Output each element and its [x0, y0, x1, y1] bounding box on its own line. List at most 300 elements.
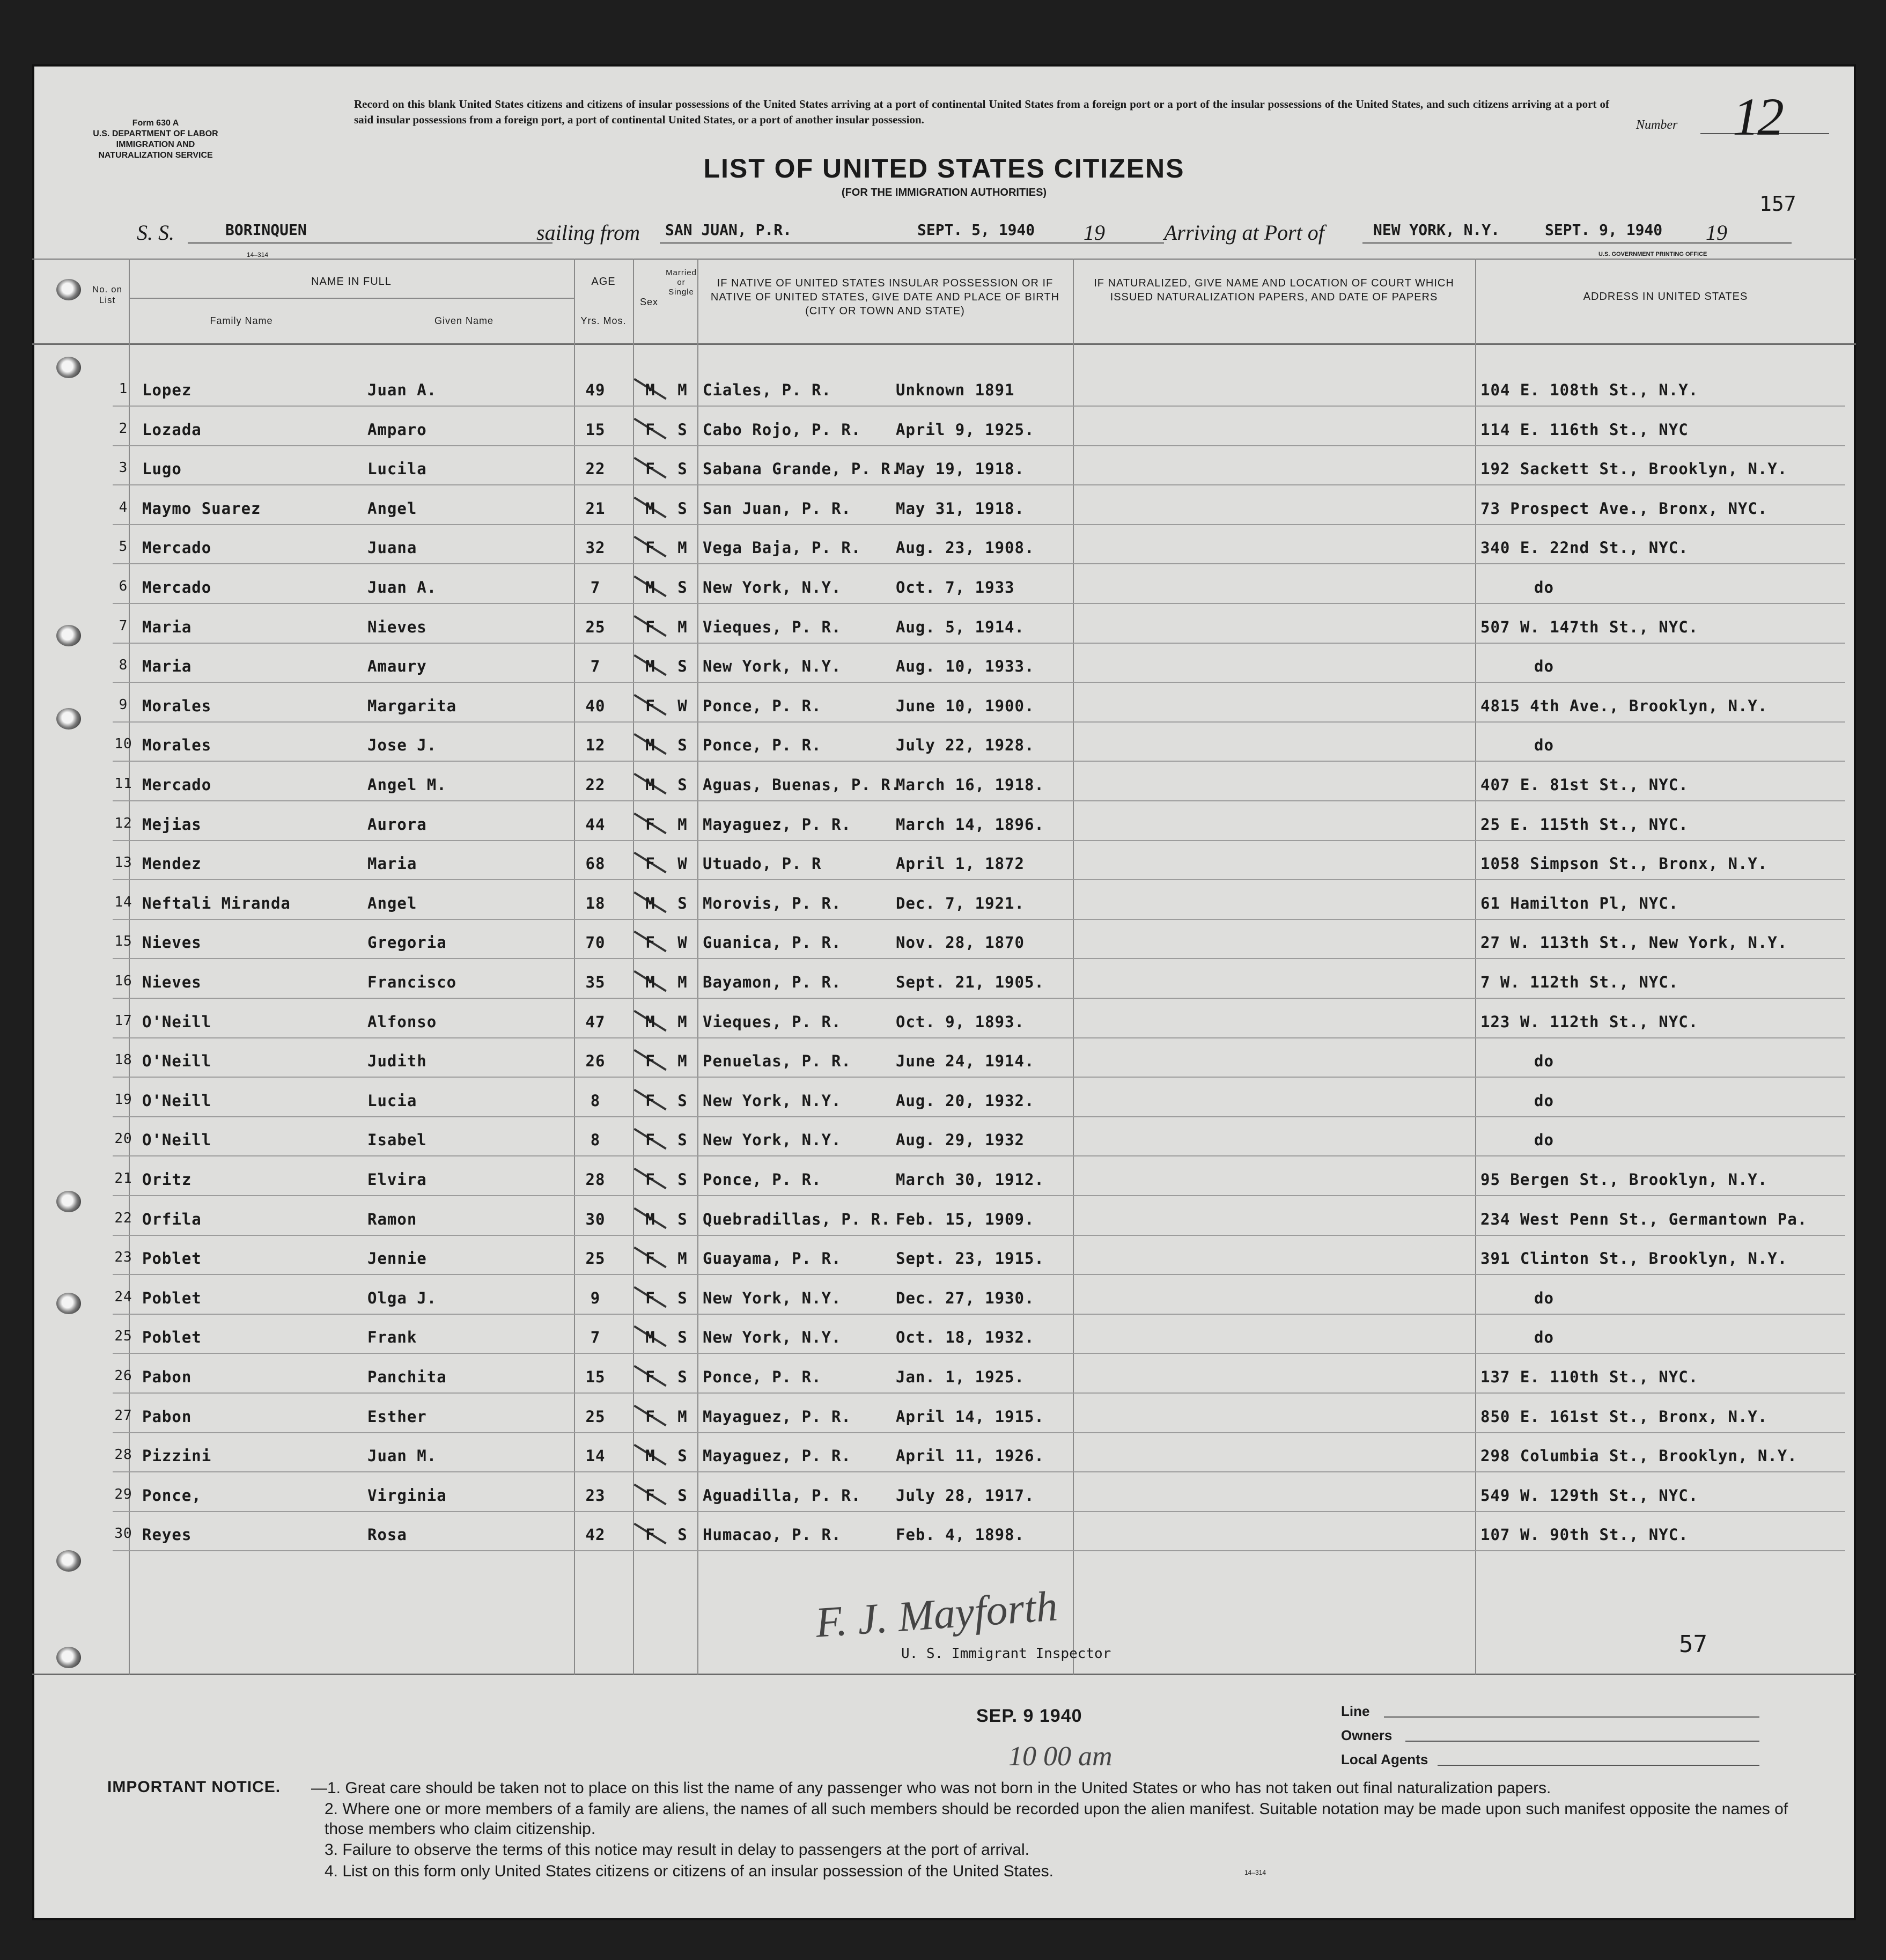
birth-date: Sept. 23, 1915. [896, 1249, 1044, 1268]
notice-label: IMPORTANT NOTICE. [107, 1778, 281, 1796]
address: 123 W. 112th St., NYC. [1480, 1013, 1699, 1031]
printing-office: U.S. GOVERNMENT PRINTING OFFICE [1598, 251, 1707, 257]
given-name: Rosa [367, 1526, 407, 1544]
row-number: 22 [114, 1210, 132, 1226]
marital-status: M [677, 618, 688, 636]
marital-status: W [677, 933, 688, 952]
family-name: Maymo Suarez [142, 499, 261, 518]
age-years: 23 [585, 1486, 606, 1505]
row-number: 11 [114, 776, 132, 792]
birth-place: Quebradillas, P. R. [703, 1210, 891, 1228]
family-name: Morales [142, 736, 212, 754]
header-bottom-rule [32, 343, 1856, 345]
birth-date: April 14, 1915. [896, 1408, 1044, 1426]
row-rule [113, 958, 1845, 959]
form-id-line: NATURALIZATION SERVICE [98, 151, 213, 160]
col-header-sex: Sex [639, 297, 659, 307]
agents-label: Local Agents [1341, 1751, 1428, 1767]
marital-status: S [677, 736, 688, 754]
number-value: 12 [1733, 87, 1782, 146]
sex: F [645, 1249, 655, 1268]
family-name: Nieves [142, 933, 202, 952]
family-name: Mercado [142, 776, 212, 794]
address: do [1534, 1052, 1554, 1070]
row-number: 20 [114, 1131, 132, 1147]
row-rule [113, 603, 1845, 604]
arrival-port: NEW YORK, N.Y. [1373, 221, 1500, 239]
birth-date: March 16, 1918. [896, 776, 1044, 794]
birth-place: Vega Baja, P. R. [703, 539, 861, 557]
marital-status: M [677, 1052, 688, 1070]
birth-date: Oct. 7, 1933 [896, 578, 1015, 596]
punch-hole [56, 708, 81, 730]
punch-hole [56, 1191, 81, 1212]
sex: M [645, 1328, 655, 1346]
birth-place: Humacao, P. R. [703, 1526, 842, 1544]
sex: F [645, 1131, 655, 1149]
family-name: Poblet [142, 1249, 202, 1268]
given-name: Juana [367, 539, 417, 557]
family-name: Maria [142, 657, 192, 675]
birth-place: Ciales, P. R. [703, 381, 831, 399]
row-rule [113, 1392, 1845, 1394]
birth-date: Aug. 5, 1914. [896, 618, 1025, 636]
family-name: Pabon [142, 1368, 192, 1386]
marital-status: S [677, 1170, 688, 1189]
col-rule [1073, 259, 1074, 1675]
sex: M [645, 894, 655, 912]
family-name: Maria [142, 618, 192, 636]
col-header-no: No. on List [92, 284, 123, 305]
birth-date: June 10, 1900. [896, 697, 1035, 715]
birth-place: Cabo Rojo, P. R. [703, 421, 861, 439]
age-years: 15 [585, 1368, 606, 1386]
marital-status: S [677, 578, 688, 596]
row-rule [113, 484, 1845, 485]
birth-place: Guanica, P. R. [703, 933, 842, 952]
family-name: O'Neill [142, 1092, 212, 1110]
col-rule [697, 259, 698, 1675]
given-name: Angel [367, 894, 417, 912]
row-rule [113, 1550, 1845, 1551]
row-rule [113, 563, 1845, 564]
marital-status: M [677, 539, 688, 557]
row-number: 4 [119, 499, 128, 515]
row-rule [113, 800, 1845, 801]
line-rule [1384, 1716, 1759, 1718]
instruction-text: Record on this blank United States citizens and citizens of insular possessions of the United States arriving at a port of continental United States from a foreign port or a port of the insular possessions of the United States, and such citizens arriving at a port of said insular possessions from a foreign port, a port of continental United States, or a port of another insular possession. [354, 98, 1609, 126]
age-years: 9 [590, 1289, 601, 1307]
marital-status: S [677, 894, 688, 912]
name-header-rule [129, 298, 574, 299]
family-name: Neftali Miranda [142, 894, 291, 912]
age-years: 26 [585, 1052, 606, 1070]
owners-rule [1405, 1741, 1759, 1742]
sex: F [645, 854, 655, 873]
birth-place: Mayaguez, P. R. [703, 1408, 851, 1426]
given-name: Francisco [367, 973, 457, 991]
col-rule [1475, 259, 1476, 1675]
punch-hole [56, 1647, 81, 1668]
family-name: Orfila [142, 1210, 202, 1228]
row-rule [113, 406, 1845, 407]
birth-place: Vieques, P. R. [703, 1013, 842, 1031]
age-years: 15 [585, 421, 606, 439]
birth-date: March 30, 1912. [896, 1170, 1044, 1189]
birth-place: Ponce, P. R. [703, 1170, 822, 1189]
row-number: 5 [119, 539, 128, 555]
given-name: Alfonso [367, 1013, 437, 1031]
row-number: 2 [119, 421, 128, 437]
birth-date: March 14, 1896. [896, 815, 1044, 834]
age-years: 22 [585, 460, 606, 478]
birth-date: Aug. 10, 1933. [896, 657, 1035, 675]
sex: F [645, 697, 655, 715]
family-name: Pizzini [142, 1447, 212, 1465]
marital-status: S [677, 1447, 688, 1465]
row-rule [113, 840, 1845, 841]
marital-status: S [677, 657, 688, 675]
marital-status: S [677, 1328, 688, 1346]
family-name: Lopez [142, 381, 192, 399]
birth-date: May 31, 1918. [896, 499, 1025, 518]
row-number: 21 [114, 1170, 132, 1187]
punch-hole [56, 357, 81, 378]
sex: M [645, 736, 655, 754]
ss-label: S. S. [137, 220, 174, 245]
given-name: Virginia [367, 1486, 447, 1505]
birth-date: June 24, 1914. [896, 1052, 1035, 1070]
sex: F [645, 1526, 655, 1544]
punch-hole [56, 1550, 81, 1572]
row-rule [113, 445, 1845, 446]
row-number: 7 [119, 618, 128, 634]
given-name: Jose J. [367, 736, 437, 754]
family-name: Mercado [142, 578, 212, 596]
sex: M [645, 1013, 655, 1031]
address: do [1534, 578, 1554, 596]
sailing-label: sailing from [536, 220, 640, 245]
family-name: Reyes [142, 1526, 192, 1544]
given-name: Amparo [367, 421, 427, 439]
birth-place: San Juan, P. R. [703, 499, 851, 518]
given-name: Amaury [367, 657, 427, 675]
address: 95 Bergen St., Brooklyn, N.Y. [1480, 1170, 1768, 1189]
arriving-label: Arriving at Port of [1164, 220, 1324, 245]
address: 137 E. 110th St., NYC. [1480, 1368, 1699, 1386]
family-name: Mercado [142, 539, 212, 557]
sex: M [645, 1447, 655, 1465]
birth-date: Nov. 28, 1870 [896, 933, 1025, 952]
marital-status: M [677, 1408, 688, 1426]
row-rule [113, 1314, 1845, 1315]
sex: F [645, 1170, 655, 1189]
sex: M [645, 381, 655, 399]
row-number: 3 [119, 460, 128, 476]
arrival-underline [1362, 242, 1792, 244]
family-name: Poblet [142, 1328, 202, 1346]
address: 73 Prospect Ave., Bronx, NYC. [1480, 499, 1768, 518]
address: 7 W. 112th St., NYC. [1480, 973, 1679, 991]
ship-underline [188, 242, 552, 244]
row-rule [113, 1235, 1845, 1236]
family-name: Poblet [142, 1289, 202, 1307]
age-years: 47 [585, 1013, 606, 1031]
row-number: 29 [114, 1486, 132, 1502]
family-name: Pabon [142, 1408, 192, 1426]
address: 234 West Penn St., Germantown Pa. [1480, 1210, 1808, 1228]
time-note: 10 00 am [1008, 1741, 1113, 1772]
sex: M [645, 973, 655, 991]
sex: F [645, 933, 655, 952]
sex: F [645, 1092, 655, 1110]
marital-status: S [677, 1092, 688, 1110]
inspector-label: U. S. Immigrant Inspector [901, 1646, 1111, 1662]
row-number: 27 [114, 1408, 132, 1424]
col-header-age-sub: Yrs. Mos. [580, 315, 627, 326]
age-years: 42 [585, 1526, 606, 1544]
birth-date: Dec. 27, 1930. [896, 1289, 1035, 1307]
sex: F [645, 815, 655, 834]
marital-status: M [677, 381, 688, 399]
punch-hole [56, 625, 81, 646]
row-rule [113, 1511, 1845, 1512]
col-header-married: Married or Single [666, 268, 697, 297]
marital-status: M [677, 1249, 688, 1268]
page-subtitle: (FOR THE IMMIGRATION AUTHORITIES) [841, 187, 1047, 198]
row-rule [113, 761, 1845, 762]
address: 391 Clinton St., Brooklyn, N.Y. [1480, 1249, 1788, 1268]
form-code-bottom: 14–314 [1244, 1869, 1266, 1876]
birth-place: Aguas, Buenas, P. R. [703, 776, 901, 794]
address: 507 W. 147th St., NYC. [1480, 618, 1699, 636]
row-rule [113, 1077, 1845, 1078]
age-years: 8 [590, 1092, 601, 1110]
row-rule [113, 1353, 1845, 1354]
given-name: Aurora [367, 815, 427, 834]
age-years: 7 [590, 657, 601, 675]
row-rule [113, 1037, 1845, 1038]
row-number: 19 [114, 1092, 132, 1108]
sex: F [645, 460, 655, 478]
given-name: Judith [367, 1052, 427, 1070]
page-number: 157 [1759, 192, 1796, 216]
birth-date: May 19, 1918. [896, 460, 1025, 478]
sex: M [645, 657, 655, 675]
row-rule [113, 1116, 1845, 1117]
birth-place: New York, N.Y. [703, 657, 842, 675]
birth-place: Utuado, P. R [703, 854, 822, 873]
age-years: 35 [585, 973, 606, 991]
age-years: 70 [585, 933, 606, 952]
notice-3: 3. Failure to observe the terms of this notice may result in delay to passengers at the port of arrival. [325, 1841, 1029, 1859]
age-years: 40 [585, 697, 606, 715]
address: 1058 Simpson St., Bronx, N.Y. [1480, 854, 1768, 873]
age-years: 12 [585, 736, 606, 754]
family-name: Mejias [142, 815, 202, 834]
marital-status: M [677, 815, 688, 834]
age-years: 8 [590, 1131, 601, 1149]
age-years: 7 [590, 1328, 601, 1346]
col-header-family: Family Name [210, 315, 273, 326]
birth-date: July 28, 1917. [896, 1486, 1035, 1505]
birth-place: New York, N.Y. [703, 578, 842, 596]
age-years: 14 [585, 1447, 606, 1465]
arrival-stamp: SEP. 9 1940 [976, 1706, 1082, 1726]
birth-place: Penuelas, P. R. [703, 1052, 851, 1070]
birth-place: Guayama, P. R. [703, 1249, 842, 1268]
row-rule [113, 721, 1845, 723]
given-name: Frank [367, 1328, 417, 1346]
birth-place: Bayamon, P. R. [703, 973, 842, 991]
col-header-birth: IF NATIVE OF UNITED STATES INSULAR POSSESSION OR IF NATIVE OF UNITED STATES, GIVE DATE AND PLACE OF BIRTH (CITY OR TOWN AND STATE) [710, 277, 1060, 317]
birth-date: July 22, 1928. [896, 736, 1035, 754]
marital-status: S [677, 1526, 688, 1544]
address: 407 E. 81st St., NYC. [1480, 776, 1689, 794]
marital-status: S [677, 1486, 688, 1505]
birth-date: Feb. 4, 1898. [896, 1526, 1025, 1544]
marital-status: S [677, 1210, 688, 1228]
table-bottom-rule [32, 1674, 1856, 1675]
birth-place: Morovis, P. R. [703, 894, 842, 912]
given-name: Panchita [367, 1368, 447, 1386]
age-years: 18 [585, 894, 606, 912]
marital-status: S [677, 1131, 688, 1149]
marital-status: W [677, 697, 688, 715]
row-number: 13 [114, 854, 132, 871]
marital-status: S [677, 421, 688, 439]
birth-place: New York, N.Y. [703, 1092, 842, 1110]
birth-date: Aug. 20, 1932. [896, 1092, 1035, 1110]
birth-date: April 9, 1925. [896, 421, 1035, 439]
age-years: 21 [585, 499, 606, 518]
address: 4815 4th Ave., Brooklyn, N.Y. [1480, 697, 1768, 715]
marital-status: S [677, 460, 688, 478]
given-name: Juan M. [367, 1447, 437, 1465]
address: 192 Sackett St., Brooklyn, N.Y. [1480, 460, 1788, 478]
given-name: Jennie [367, 1249, 427, 1268]
address: do [1534, 1289, 1554, 1307]
row-number: 15 [114, 933, 132, 949]
row-number: 12 [114, 815, 132, 831]
row-number: 25 [114, 1328, 132, 1344]
sex: F [645, 1486, 655, 1505]
address: do [1534, 657, 1554, 675]
row-rule [113, 1274, 1845, 1275]
birth-date: Aug. 23, 1908. [896, 539, 1035, 557]
sex: M [645, 1210, 655, 1228]
row-number: 17 [114, 1013, 132, 1029]
form-id-line: Form 630 A [132, 119, 179, 128]
given-name: Elvira [367, 1170, 427, 1189]
age-years: 25 [585, 1408, 606, 1426]
sail-date: SEPT. 5, 1940 [917, 221, 1035, 239]
marital-status: S [677, 776, 688, 794]
row-number: 28 [114, 1447, 132, 1463]
page-title: LIST OF UNITED STATES CITIZENS [703, 153, 1185, 183]
year-label: 19 [1084, 220, 1105, 245]
col-header-naturalized: IF NATURALIZED, GIVE NAME AND LOCATION OF COURT WHICH ISSUED NATURALIZATION PAPERS, AND DATE OF PAPERS [1094, 277, 1454, 303]
form-id-line: IMMIGRATION AND [116, 140, 195, 149]
family-name: O'Neill [142, 1013, 212, 1031]
row-rule [113, 879, 1845, 880]
marital-status: S [677, 1368, 688, 1386]
col-header-age: AGE [591, 276, 616, 288]
owners-label: Owners [1341, 1727, 1393, 1743]
from-port: SAN JUAN, P.R. [665, 221, 792, 239]
birth-date: April 1, 1872 [896, 854, 1025, 873]
row-number: 10 [114, 736, 132, 752]
given-name: Lucia [367, 1092, 417, 1110]
birth-place: Sabana Grande, P. R. [703, 460, 901, 478]
birth-date: Oct. 9, 1893. [896, 1013, 1025, 1031]
col-rule [574, 259, 575, 1675]
age-years: 22 [585, 776, 606, 794]
row-rule [113, 998, 1845, 999]
sex: M [645, 776, 655, 794]
family-name: O'Neill [142, 1131, 212, 1149]
age-years: 44 [585, 815, 606, 834]
sex: F [645, 1408, 655, 1426]
birth-place: New York, N.Y. [703, 1289, 842, 1307]
table-top-rule [32, 259, 1856, 260]
row-rule [113, 1155, 1845, 1156]
age-years: 28 [585, 1170, 606, 1189]
sex: F [645, 1368, 655, 1386]
sex: F [645, 618, 655, 636]
inspector-signature: F. J. Mayforth [814, 1582, 1059, 1647]
given-name: Nieves [367, 618, 427, 636]
passenger-count: 57 [1679, 1631, 1707, 1658]
birth-date: Unknown 1891 [896, 381, 1015, 399]
col-rule [633, 259, 634, 1675]
row-number: 9 [119, 697, 128, 713]
birth-place: Ponce, P. R. [703, 1368, 822, 1386]
row-rule [113, 1195, 1845, 1196]
row-rule [113, 524, 1845, 525]
address: 27 W. 113th St., New York, N.Y. [1480, 933, 1788, 952]
given-name: Isabel [367, 1131, 427, 1149]
address: 104 E. 108th St., N.Y. [1480, 381, 1699, 399]
address: 850 E. 161st St., Bronx, N.Y. [1480, 1408, 1768, 1426]
notice-4: 4. List on this form only United States citizens or citizens of an insular possession of the United States. [325, 1862, 1054, 1880]
given-name: Maria [367, 854, 417, 873]
given-name: Gregoria [367, 933, 447, 952]
address: 61 Hamilton Pl, NYC. [1480, 894, 1679, 912]
sex: F [645, 539, 655, 557]
agents-rule [1438, 1765, 1759, 1766]
col-header-given: Given Name [434, 315, 494, 326]
address: 114 E. 116th St., NYC [1480, 421, 1689, 439]
notice-1: —1. Great care should be taken not to place on this list the name of any passenger who was not born in the United States or who has not taken out final naturalization papers. [311, 1779, 1551, 1797]
punch-hole [56, 1293, 81, 1314]
marital-status: W [677, 854, 688, 873]
form-id-line: U.S. DEPARTMENT OF LABOR [93, 129, 218, 138]
row-number: 8 [119, 657, 128, 673]
address: do [1534, 1092, 1554, 1110]
family-name: Nieves [142, 973, 202, 991]
row-rule [113, 1432, 1845, 1433]
birth-date: Sept. 21, 1905. [896, 973, 1044, 991]
year-label: 19 [1706, 220, 1727, 245]
birth-date: April 11, 1926. [896, 1447, 1044, 1465]
address: 298 Columbia St., Brooklyn, N.Y. [1480, 1447, 1797, 1465]
row-number: 16 [114, 973, 132, 989]
given-name: Lucila [367, 460, 427, 478]
age-years: 25 [585, 618, 606, 636]
address: do [1534, 736, 1554, 754]
line-label: Line [1341, 1703, 1370, 1719]
